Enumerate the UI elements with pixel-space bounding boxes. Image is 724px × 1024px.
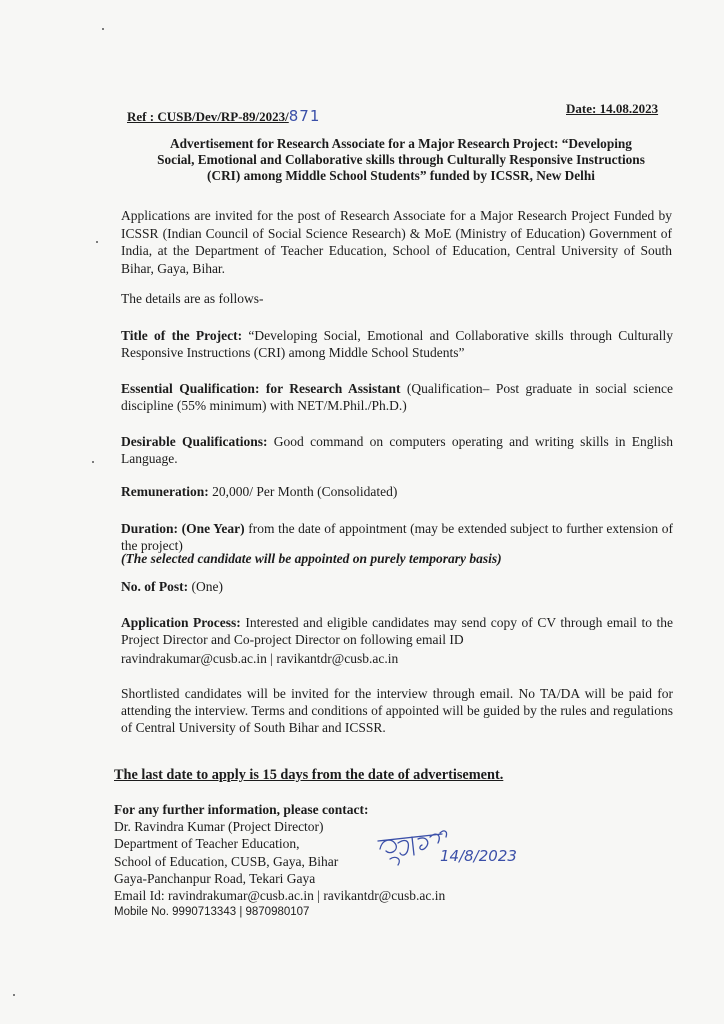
desirable-qualification-text: Good command on computers operating and writing skills in English Language. <box>121 434 674 466</box>
application-process-section <box>121 614 673 648</box>
contact-address: Gaya-Panchanpur Road, Tekari Gaya <box>114 870 316 886</box>
contact-school: School of Education, CUSB, Gaya, Bihar <box>114 853 339 869</box>
scan-speck <box>102 28 104 30</box>
posts-label: No. of Post: <box>121 579 189 594</box>
scan-speck <box>96 241 98 243</box>
reference-label: Ref : CUSB/Dev/RP-89/2023/ <box>127 109 289 124</box>
reference-number <box>127 108 320 125</box>
desirable-qualification-label: Desirable Qualifications: <box>121 434 268 449</box>
title-line: Advertisement for Research Associate for a Major Research Project: “Developing <box>170 136 632 151</box>
contact-department: Department of Teacher Education, <box>114 836 300 852</box>
advertisement-title <box>118 136 684 184</box>
intro-paragraph: Applications are invited for the post of Research Associate for a Major Research Project Funded by ICSSR (Indian Council of Social Science Research) & MoE (Ministry of Education) Government of India, at the Department of Teacher Education, School of Education, Central University of South Bihar, Gaya, Bihar. <box>121 208 672 276</box>
posts-section <box>121 578 223 595</box>
handwritten-signature <box>372 825 522 875</box>
project-title-text: “Developing Social, Emotional and Collaborative skills through Culturally Responsive Instructions (CRI) among Middle School Students” <box>121 328 673 360</box>
scan-speck <box>92 461 94 463</box>
desirable-qualification-section <box>121 433 673 467</box>
last-date-notice: The last date to apply is 15 days from the date of advertisement. <box>114 767 504 783</box>
contact-mobile: Mobile No. 9990713343 | 9870980107 <box>114 906 310 919</box>
application-process-label: Application Process: <box>121 615 241 630</box>
duration-section <box>121 520 673 554</box>
application-emails: ravindrakumar@cusb.ac.in | ravikantdr@cusb.ac.in <box>121 651 399 666</box>
essential-qualification-sub-label: : for Research Assistant <box>254 381 401 396</box>
project-title-section <box>121 327 673 361</box>
essential-qualification-section <box>121 380 673 414</box>
duration-text: from the date of appointment (may be extended subject to further extension of the project) <box>121 521 673 553</box>
signature-scribble <box>372 825 522 875</box>
application-process-text: Interested and eligible candidates may send copy of CV through email to the Project Director and Co-project Director on following email ID <box>121 615 673 647</box>
remuneration-label: Remuneration: <box>121 484 209 499</box>
title-line: Social, Emotional and Collaborative skills through Culturally Responsive Instructions <box>157 152 645 167</box>
contact-heading: For any further information, please contact: <box>114 802 369 817</box>
contact-name: Dr. Ravindra Kumar (Project Director) <box>114 819 324 835</box>
essential-qualification-label: Essential Qualification <box>121 381 255 396</box>
details-intro: The details are as follows- <box>121 291 264 306</box>
duration-label: Duration: (One Year) <box>121 521 245 536</box>
duration-note: (The selected candidate will be appointed on purely temporary basis) <box>121 551 502 566</box>
title-line: (CRI) among Middle School Students” funded by ICSSR, New Delhi <box>207 168 595 183</box>
remuneration-text: 20,000/ Per Month (Consolidated) <box>208 484 398 499</box>
project-title-label: Title of the Project: <box>121 328 243 343</box>
posts-text: (One) <box>188 579 223 594</box>
shortlist-paragraph: Shortlisted candidates will be invited for the interview through email. No TA/DA will be paid for attending the interview. Terms and conditions of appointed will be guided by the rules and regulations of Central University of South Bihar and ICSSR. <box>121 686 673 735</box>
scan-speck <box>13 994 15 996</box>
document-date: Date: 14.08.2023 <box>566 101 659 116</box>
remuneration-section <box>121 483 397 500</box>
essential-qualification-text: (Qualification– Post graduate in social science discipline (55% minimum) with NET/M.Phil./Ph.D.) <box>121 381 674 413</box>
svg-text:14/8/2023: 14/8/2023 <box>440 847 517 865</box>
contact-email: Email Id: ravindrakumar@cusb.ac.in | ravikantdr@cusb.ac.in <box>114 888 446 904</box>
reference-handwritten-number: 871 <box>288 107 321 125</box>
